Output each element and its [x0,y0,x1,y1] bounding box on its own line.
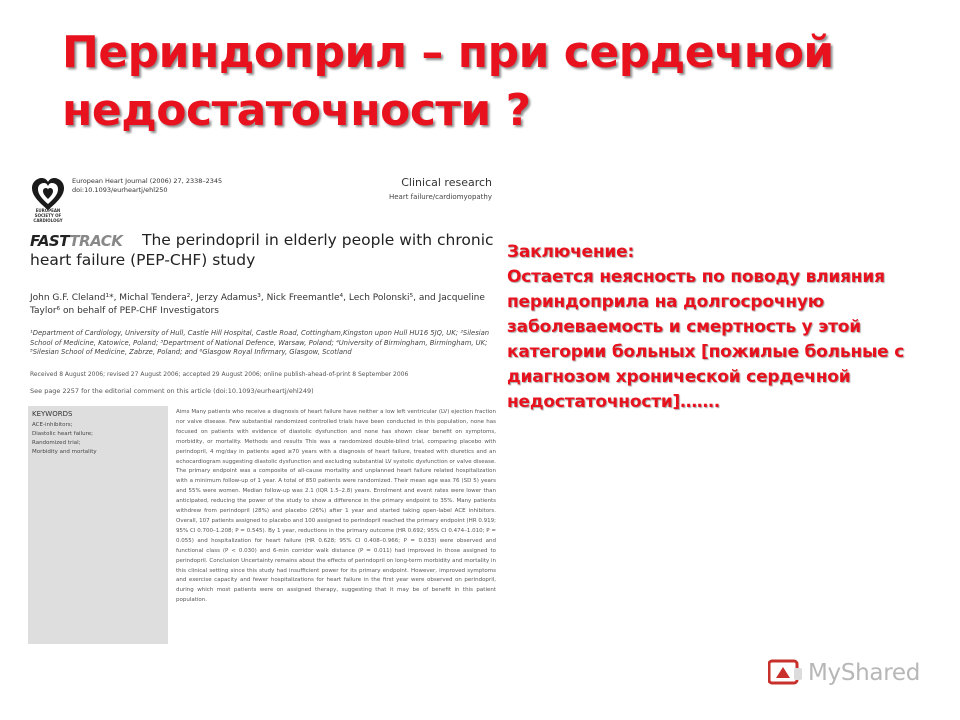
journal-line2: doi:10.1093/eurheartj/ehl250 [72,186,168,194]
conclusion-line: категории больных [пожилые больные с [507,342,905,362]
slide-title [62,24,942,140]
conclusion-line: диагнозом хронической сердечной [507,367,851,387]
conclusion-line: Остается неясность по поводу влияния [507,267,885,287]
conclusion-line: периндоприла на долгосрочную [507,292,825,312]
myshared-logo-icon [768,658,804,688]
keywords-list [32,421,162,457]
paper-authors: John G.F. Cleland¹*, Michal Tendera², Jerzy Adamus³, Nick Freemantle⁴, Lech Polonski⁵, and Jacqueline Taylor⁶ on behalf of PEP-CHF Investigators [30,293,485,316]
keyword-item: Randomized trial; [32,440,81,446]
journal-line1: European Heart Journal (2006) 27, 2338–2345 [72,177,223,185]
keywords-box [28,406,168,644]
myshared-logo-text: MyShared [808,660,921,686]
paper-first-page-image [28,168,498,646]
esc-logo-text: EUROPEAN SOCIETY OF CARDIOLOGY [33,208,63,223]
section-heading [389,176,492,201]
conclusion-line: заболеваемость и смертность у этой [507,317,861,337]
conclusion-block [507,240,947,415]
paper-received-dates: Received 8 August 2006; revised 27 August 2006; accepted 29 August 2006; online publish-ahead-of-print 8 September 2006 [30,371,409,378]
journal-reference [72,177,222,195]
paper-affiliations: ¹Department of Cardiology, University of Hull, Castle Hill Hospital, Castle Road, Cottingham,Kingston upon Hull HU16 5JQ, UK; ²Silesian School of Medicine, Katowice, Poland; ³Department of National Defence, Warsaw, Poland; ⁴University of Birmingham, Birmingham, UK; ⁵Silesian School of Medicine, Zabrze, Poland; and ⁶Glasgow Royal Infirmary, Glasgow, Scotland [30,329,490,356]
keyword-item: Morbidity and mortality [32,449,97,455]
myshared-watermark[interactable] [768,656,920,690]
paper-title: The perindopril in elderly people with chronic heart failure (PEP-CHF) study [30,231,494,269]
keyword-item: ACE-inhibitors; [32,422,73,428]
slide-title-line2: недостаточности ? [62,85,531,136]
paper-abstract: Aims Many patients who receive a diagnosis of heart failure have neither a low left ventricular (LV) ejection fraction nor valve disease. Few substantial randomized controlled trials have been conducted in this population, none has focused on patients with evidence of diastolic dysfunction and none has shown clear benefit on symptoms, morbidity, or mortality. Methods and results This was a randomized double-blind trial, comparing placebo with perindopril, 4 mg/day in patients aged ≥70 years with a diagnosis of heart failure, treated with diuretics and an echocardiogram suggesting diastolic dysfunction and excluding substantial LV systolic dysfunction or valve disease. The primary endpoint was a composite of all-cause mortality and unplanned heart failure related hospitalization with a minimum follow-up of 1 year. A total of 850 patients were randomized. Their mean age was 76 (SD 5) years and 55% were women. Median follow-up was 2.1 (IQR 1.5–2.8) years. Enrolment and event rates were lower than anticipated, reducing the power of the study to show a difference in the primary endpoint to 35%. Many patients withdrew from perindopril (28%) and placebo (26%) after 1 year and started taking open-label ACE inhibitors. Overall, 107 patients assigned to placebo and 100 assigned to perindopril reached the primary endpoint (HR 0.919; 95% CI 0.700–1.208; P = 0.545). By 1 year, reductions in the primary outcome (HR 0.692; 95% CI 0.474–1.010; P = 0.055) and hospitalization for heart failure (HR 0.628; 95% CI 0.408–0.966; P = 0.033) were observed and functional class (P < 0.030) and 6-min corridor walk distance (P = 0.011) had improved in those assigned to perindopril. Conclusion Uncertainty remains about the effects of perindopril on long-term morbidity and mortality in this clinical setting since this study had insufficient power for its primary endpoint. However, improved symptoms and exercise capacity and fewer hospitalizations for heart failure in the first year were observed on perindopril, during which most patients were on assigned therapy, suggesting that it may be of benefit in this patient population. [176,409,496,604]
conclusion-line: недостаточности]……. [507,392,720,412]
section-label: Clinical research [401,176,492,189]
slide-title-line1: Периндоприл – при сердечной [62,27,834,78]
subsection-label: Heart failure/cardiomyopathy [388,193,492,201]
conclusion-heading: Заключение: [507,242,635,262]
esc-heart-logo [30,176,66,236]
keywords-title: KEYWORDS [32,410,73,418]
fasttrack-track: TRACK [69,232,123,250]
fasttrack-fast: FAST [30,232,70,250]
paper-see-page-note: See page 2257 for the editorial comment on this article (doi:10.1093/eurheartj/ehl249) [30,387,314,395]
keyword-item: Diastolic heart failure; [32,431,93,437]
